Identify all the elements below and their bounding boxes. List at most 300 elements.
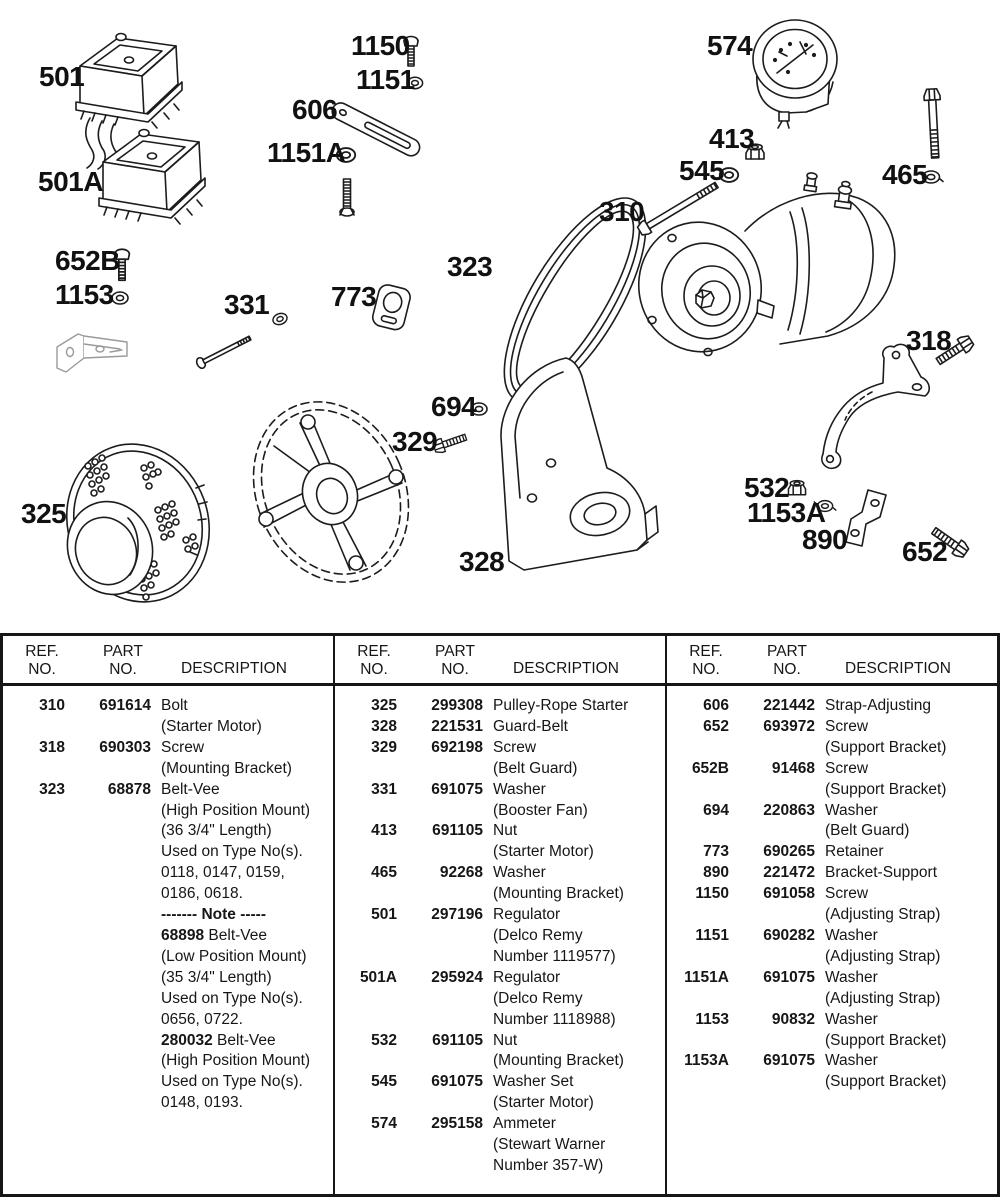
- part-no-cell: [397, 842, 483, 863]
- table-row: [667, 1010, 997, 1031]
- ref-no-cell: 310: [39, 697, 65, 714]
- table-header: [3, 636, 333, 686]
- header-description: DESCRIPTION: [513, 660, 619, 677]
- description-cell: Washer: [825, 1052, 878, 1070]
- description-cell: (36 3/4" Length): [161, 822, 272, 840]
- description-cell: (Mounting Bracket): [493, 1052, 624, 1070]
- description-cell: Screw: [825, 885, 869, 903]
- part-no-cell: 692198: [431, 738, 483, 756]
- part-no-cell: [65, 801, 151, 822]
- table-row: [3, 780, 333, 801]
- header-part-no: PART NO.: [767, 642, 807, 678]
- part-no-cell: [729, 780, 815, 801]
- table-row: [335, 1156, 665, 1177]
- description-cell: Guard-Belt: [493, 717, 568, 735]
- table-row: [3, 968, 333, 989]
- ref-no-cell: [667, 947, 729, 968]
- part-no-cell: [397, 801, 483, 822]
- regulator-501A-drawing: [99, 130, 205, 225]
- callout-325: 325: [21, 498, 67, 529]
- table-row: [3, 1051, 333, 1072]
- part-no-cell: 92268: [439, 864, 483, 882]
- callout-331: 331: [224, 289, 270, 320]
- ref-no-cell: [3, 1051, 65, 1072]
- description-cell: Washer Set: [493, 1073, 574, 1091]
- table-header: [667, 636, 997, 686]
- description-cell: (High Position Mount): [161, 801, 311, 819]
- nut-532-drawing: [788, 481, 805, 495]
- callout-1150: 1150: [351, 30, 410, 61]
- description-cell: Bracket-Support: [825, 864, 937, 882]
- description-cell: (Stewart Warner: [493, 1136, 606, 1154]
- ref-no-cell: [3, 968, 65, 989]
- part-no-cell: [729, 821, 815, 842]
- description-cell: (Starter Motor): [493, 1094, 594, 1112]
- ref-no-cell: 325: [371, 697, 397, 714]
- description-cell: Used on Type No(s).: [161, 989, 303, 1007]
- ref-no-cell: [667, 989, 729, 1010]
- description-cell: (Delco Remy: [493, 989, 583, 1007]
- description-cell: Number 1118988): [493, 1010, 616, 1028]
- table-body: [335, 686, 665, 1177]
- table-row: [667, 926, 997, 947]
- description-cell: (Starter Motor): [493, 843, 594, 861]
- description-cell: Used on Type No(s).: [161, 1073, 303, 1091]
- ammeter-drawing: [753, 20, 837, 128]
- table-row: [3, 759, 333, 780]
- part-no-cell: [65, 947, 151, 968]
- description-cell: 0118, 0147, 0159,: [161, 864, 285, 882]
- ref-no-cell: [667, 780, 729, 801]
- parts-table-column-3: [665, 636, 997, 1194]
- part-no-cell: [397, 1051, 483, 1072]
- ref-no-cell: [3, 884, 65, 905]
- header-ref-no: REF. NO.: [689, 642, 723, 678]
- support-bracket-drawing: [846, 490, 886, 546]
- table-row: [335, 780, 665, 801]
- part-no-cell: 690303: [99, 738, 151, 756]
- ref-no-cell: [3, 863, 65, 884]
- washer-1153-drawing: [112, 292, 128, 304]
- part-no-cell: 691058: [763, 885, 815, 903]
- table-row: [3, 905, 333, 926]
- ref-no-cell: [335, 947, 397, 968]
- table-row: [3, 738, 333, 759]
- ref-no-cell: 328: [371, 717, 397, 735]
- callout-545: 545: [679, 155, 725, 186]
- description-cell: (High Position Mount): [161, 1052, 311, 1070]
- callout-465: 465: [882, 159, 928, 190]
- table-row: [667, 947, 997, 968]
- part-no-cell: 90832: [771, 1010, 815, 1028]
- description-cell: Nut: [493, 822, 518, 840]
- description-cell: Used on Type No(s).: [161, 843, 303, 861]
- ref-no-cell: [335, 1156, 397, 1177]
- ref-no-cell: 318: [39, 738, 65, 756]
- table-row: [667, 717, 997, 738]
- description-cell: (Support Bracket): [825, 1031, 947, 1049]
- ref-no-cell: 652: [703, 717, 729, 735]
- description-cell: (Support Bracket): [825, 1073, 947, 1091]
- description-cell: Bolt: [161, 697, 188, 714]
- table-row: [335, 821, 665, 842]
- table-row: [667, 696, 997, 717]
- description-cell: Screw: [161, 738, 205, 756]
- description-cell: Washer: [493, 864, 546, 882]
- table-row: [667, 738, 997, 759]
- description-cell: 280032 Belt-Vee: [161, 1031, 276, 1049]
- ref-no-cell: [3, 989, 65, 1010]
- table-row: [335, 842, 665, 863]
- description-cell: (Adjusting Strap): [825, 989, 941, 1007]
- ref-no-cell: [335, 1135, 397, 1156]
- callout-1151A: 1151A: [267, 137, 346, 168]
- table-row: [667, 1051, 997, 1072]
- part-no-cell: [65, 884, 151, 905]
- table-row: [667, 780, 997, 801]
- table-body: [3, 686, 333, 1114]
- washer-331-drawing: [271, 311, 288, 326]
- description-cell: Retainer: [825, 843, 884, 861]
- header-ref-no: REF. NO.: [25, 642, 59, 678]
- ref-no-cell: [667, 821, 729, 842]
- part-no-cell: 295924: [431, 968, 483, 986]
- ref-no-cell: [3, 759, 65, 780]
- ref-no-cell: [3, 1093, 65, 1114]
- callout-652: 652: [902, 536, 948, 567]
- ref-no-cell: [3, 717, 65, 738]
- description-cell: (Adjusting Strap): [825, 906, 941, 924]
- screw-329-drawing: [432, 431, 468, 455]
- angle-bracket-drawing: [57, 334, 127, 372]
- ref-no-cell: [3, 1031, 65, 1052]
- description-cell: Screw: [493, 738, 537, 756]
- part-no-cell: [397, 926, 483, 947]
- parts-table-column-1: [3, 636, 333, 1194]
- part-no-cell: [397, 947, 483, 968]
- ref-no-cell: [335, 1051, 397, 1072]
- part-no-cell: 691075: [763, 1052, 815, 1070]
- header-part-no: PART NO.: [435, 642, 475, 678]
- description-cell: (Support Bracket): [825, 738, 947, 756]
- callout-329: 329: [392, 426, 438, 457]
- part-no-cell: [65, 968, 151, 989]
- part-no-cell: 68878: [107, 780, 151, 798]
- description-cell: (Belt Guard): [493, 759, 578, 777]
- description-cell: Number 357-W): [493, 1156, 604, 1174]
- rope-pulley-drawing: [45, 424, 231, 622]
- ref-no-cell: 465: [371, 864, 397, 882]
- description-cell: (Mounting Bracket): [161, 759, 292, 777]
- part-no-cell: [397, 1093, 483, 1114]
- part-no-cell: [729, 738, 815, 759]
- table-row: [3, 884, 333, 905]
- ref-no-cell: 652B: [691, 759, 729, 777]
- table-row: [3, 717, 333, 738]
- description-cell: (Starter Motor): [161, 717, 262, 735]
- ref-no-cell: [335, 989, 397, 1010]
- part-no-cell: [397, 884, 483, 905]
- part-no-cell: [397, 1156, 483, 1177]
- retainer-drawing: [371, 283, 412, 331]
- part-no-cell: [65, 1093, 151, 1114]
- description-cell: Washer: [493, 780, 546, 798]
- part-no-cell: [729, 1072, 815, 1093]
- header-description: DESCRIPTION: [845, 660, 951, 677]
- ref-no-cell: 773: [703, 843, 729, 861]
- part-no-cell: [65, 863, 151, 884]
- description-cell: Washer: [825, 926, 878, 944]
- part-no-cell: [729, 905, 815, 926]
- ref-no-cell: [667, 738, 729, 759]
- description-cell: 0656, 0722.: [161, 1010, 243, 1028]
- booster-fan-drawing: [226, 377, 437, 607]
- ref-no-cell: 323: [39, 780, 65, 798]
- callout-694: 694: [431, 391, 477, 422]
- header-description: DESCRIPTION: [181, 660, 287, 677]
- table-row: [667, 801, 997, 822]
- table-row: [335, 1051, 665, 1072]
- ref-no-cell: [667, 1072, 729, 1093]
- part-no-cell: [65, 1051, 151, 1072]
- table-row: [3, 926, 333, 947]
- table-row: [3, 1093, 333, 1114]
- description-cell: Washer: [825, 968, 878, 986]
- parts-table: [0, 633, 1000, 1197]
- part-no-cell: 691075: [431, 1073, 483, 1091]
- ref-no-cell: [3, 947, 65, 968]
- description-cell: Number 1119577): [493, 947, 616, 965]
- table-row: [3, 863, 333, 884]
- description-cell: ------- Note -----: [161, 906, 266, 924]
- table-row: [3, 696, 333, 717]
- description-cell: Screw: [825, 717, 869, 735]
- description-cell: (Booster Fan): [493, 801, 588, 819]
- header-part-no: PART NO.: [103, 642, 143, 678]
- part-no-cell: 221531: [431, 717, 483, 735]
- callout-574: 574: [707, 30, 753, 61]
- ref-no-cell: 606: [703, 697, 729, 714]
- part-no-cell: [65, 1010, 151, 1031]
- table-row: [667, 884, 997, 905]
- callout-501A: 501A: [38, 166, 103, 197]
- ref-no-cell: 1153: [695, 1010, 729, 1028]
- callout-501: 501: [39, 61, 85, 92]
- ref-no-cell: [3, 1010, 65, 1031]
- callout-652B: 652B: [55, 245, 120, 276]
- part-no-cell: [65, 759, 151, 780]
- part-no-cell: 693972: [763, 717, 815, 735]
- ref-no-cell: 331: [371, 780, 397, 798]
- table-row: [3, 821, 333, 842]
- table-row: [335, 738, 665, 759]
- table-row: [335, 905, 665, 926]
- table-row: [3, 947, 333, 968]
- description-cell: (Mounting Bracket): [493, 885, 624, 903]
- table-row: [335, 1093, 665, 1114]
- bolt-331-drawing: [195, 333, 253, 370]
- callout-413: 413: [709, 123, 755, 154]
- part-no-cell: [729, 1031, 815, 1052]
- table-row: [335, 968, 665, 989]
- ref-no-cell: 501: [371, 906, 397, 924]
- table-row: [667, 863, 997, 884]
- part-no-cell: 691075: [763, 968, 815, 986]
- ref-no-cell: 890: [703, 864, 729, 882]
- table-row: [3, 842, 333, 863]
- part-no-cell: [65, 905, 151, 926]
- part-no-cell: 691105: [432, 1031, 483, 1049]
- bolt-465-drawing: [924, 89, 944, 159]
- part-no-cell: 91468: [771, 759, 815, 777]
- part-no-cell: [65, 1072, 151, 1093]
- callout-310: 310: [599, 196, 645, 227]
- description-cell: (35 3/4" Length): [161, 968, 272, 986]
- description-cell: (Low Position Mount): [161, 947, 307, 965]
- ref-no-cell: 1151A: [684, 968, 729, 986]
- description-cell: Pulley-Rope Starter: [493, 697, 629, 714]
- description-cell: 68898 Belt-Vee: [161, 926, 268, 944]
- ref-no-cell: [3, 821, 65, 842]
- part-no-cell: [65, 989, 151, 1010]
- table-row: [667, 842, 997, 863]
- part-no-cell: [65, 717, 151, 738]
- part-no-cell: [397, 1010, 483, 1031]
- table-row: [335, 1135, 665, 1156]
- callout-773: 773: [331, 281, 377, 312]
- part-no-cell: 220863: [763, 801, 815, 819]
- part-no-cell: 691105: [432, 822, 483, 840]
- ref-no-cell: [335, 1093, 397, 1114]
- ref-no-cell: 1153A: [684, 1052, 729, 1070]
- part-no-cell: [65, 926, 151, 947]
- description-cell: (Adjusting Strap): [825, 947, 941, 965]
- table-row: [335, 926, 665, 947]
- ref-no-cell: 694: [703, 801, 729, 819]
- callout-318: 318: [906, 325, 952, 356]
- mounting-bracket-drawing: [822, 344, 929, 468]
- table-row: [335, 801, 665, 822]
- callout-323: 323: [447, 251, 493, 282]
- description-cell: (Belt Guard): [825, 822, 910, 840]
- description-cell: Nut: [493, 1031, 518, 1049]
- table-row: [3, 801, 333, 822]
- part-no-cell: [729, 947, 815, 968]
- table-row: [3, 989, 333, 1010]
- header-ref-no: REF. NO.: [357, 642, 391, 678]
- table-row: [335, 863, 665, 884]
- part-no-cell: [729, 989, 815, 1010]
- ref-no-cell: [3, 842, 65, 863]
- ref-no-cell: [335, 759, 397, 780]
- table-row: [3, 1010, 333, 1031]
- ref-no-cell: [3, 801, 65, 822]
- ref-no-cell: 329: [371, 738, 397, 756]
- part-no-cell: [65, 1031, 151, 1052]
- table-row: [335, 1114, 665, 1135]
- table-row: [3, 1031, 333, 1052]
- table-row: [335, 696, 665, 717]
- description-cell: (Support Bracket): [825, 780, 947, 798]
- table-row: [335, 759, 665, 780]
- ref-no-cell: [335, 1010, 397, 1031]
- description-cell: Washer: [825, 1010, 878, 1028]
- description-cell: 0186, 0618.: [161, 885, 243, 903]
- callout-328: 328: [459, 546, 505, 577]
- ref-no-cell: [3, 1072, 65, 1093]
- part-no-cell: [397, 1135, 483, 1156]
- description-cell: (Delco Remy: [493, 926, 583, 944]
- callout-1151: 1151: [356, 64, 415, 95]
- starter-motor-drawing: [625, 172, 895, 365]
- description-cell: Regulator: [493, 906, 561, 924]
- table-row: [667, 1072, 997, 1093]
- ref-no-cell: 545: [371, 1073, 397, 1091]
- part-no-cell: [65, 842, 151, 863]
- table-row: [667, 905, 997, 926]
- ref-no-cell: [335, 884, 397, 905]
- part-no-cell: 221442: [763, 697, 815, 714]
- description-cell: Regulator: [493, 968, 561, 986]
- callout-532: 532: [744, 472, 790, 503]
- table-row: [667, 968, 997, 989]
- ref-no-cell: [3, 905, 65, 926]
- belt-guard-drawing: [501, 358, 658, 570]
- table-header: [335, 636, 665, 686]
- part-no-cell: [65, 821, 151, 842]
- ref-no-cell: [335, 842, 397, 863]
- part-no-cell: [397, 759, 483, 780]
- table-row: [335, 1031, 665, 1052]
- part-no-cell: 297196: [431, 906, 483, 924]
- description-cell: Belt-Vee: [161, 780, 220, 798]
- parts-table-column-2: [333, 636, 665, 1194]
- ref-no-cell: [667, 905, 729, 926]
- table-row: [667, 989, 997, 1010]
- callout-1153: 1153: [55, 279, 114, 310]
- description-cell: Washer: [825, 801, 878, 819]
- table-row: [335, 989, 665, 1010]
- part-no-cell: 690265: [763, 843, 815, 861]
- ref-no-cell: [667, 1031, 729, 1052]
- table-row: [335, 947, 665, 968]
- table-row: [667, 759, 997, 780]
- part-no-cell: 299308: [431, 697, 483, 714]
- table-row: [667, 821, 997, 842]
- ref-no-cell: 501A: [359, 968, 397, 986]
- ref-no-cell: 532: [371, 1031, 397, 1049]
- part-no-cell: 690282: [763, 926, 815, 944]
- description-cell: Ammeter: [493, 1115, 556, 1133]
- ref-no-cell: 1151: [695, 926, 729, 944]
- description-cell: Screw: [825, 759, 869, 777]
- table-body: [667, 686, 997, 1093]
- table-row: [667, 1031, 997, 1052]
- table-row: [335, 884, 665, 905]
- ref-no-cell: 574: [371, 1115, 397, 1133]
- part-no-cell: 691614: [99, 697, 151, 714]
- callout-1153A: 1153A: [747, 497, 826, 528]
- table-row: [335, 717, 665, 738]
- ref-no-cell: 413: [371, 822, 397, 840]
- ref-no-cell: [335, 926, 397, 947]
- part-no-cell: 221472: [763, 864, 815, 882]
- ref-no-cell: [335, 801, 397, 822]
- table-row: [3, 1072, 333, 1093]
- table-row: [335, 1072, 665, 1093]
- part-no-cell: [397, 989, 483, 1010]
- stud-screw-drawing: [340, 179, 354, 216]
